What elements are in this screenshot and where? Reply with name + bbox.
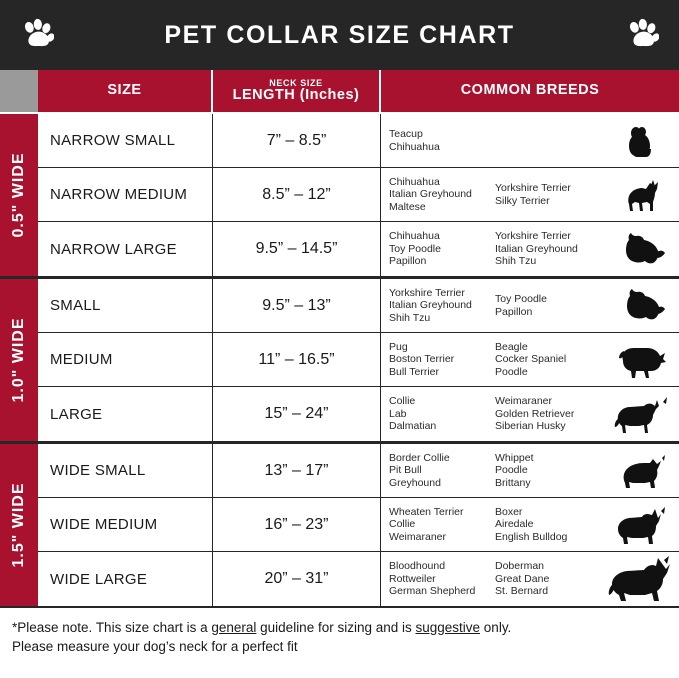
breed-name: Silky Terrier <box>495 194 550 207</box>
table-row <box>38 333 679 387</box>
breed-name: Great Dane <box>495 572 550 585</box>
table-body <box>0 114 679 608</box>
width-group <box>0 444 679 608</box>
group-label-text: 1.0" WIDE <box>10 317 27 403</box>
breed-list <box>389 176 495 214</box>
breed-list <box>389 341 495 379</box>
breed-list <box>389 452 495 490</box>
table-column-headers <box>0 70 679 114</box>
breed-name: Whippet <box>495 451 534 464</box>
dog-yorkie-icon <box>605 114 679 167</box>
footnote-text-c: only. <box>480 620 512 635</box>
width-group <box>0 114 679 279</box>
cell-size: NARROW MEDIUM <box>38 168 213 221</box>
breed-name: Bull Terrier <box>389 365 439 378</box>
footnote-underline-suggestive: suggestive <box>415 620 481 635</box>
breed-name: Weimaraner <box>495 395 552 408</box>
paw-icon <box>625 18 659 52</box>
breed-name: Maltese <box>389 200 426 213</box>
breed-name: Bloodhound <box>389 560 446 573</box>
breed-name: Weimaraner <box>389 530 446 543</box>
footnote-underline-general: general <box>211 620 257 635</box>
breed-name: Chihuahua <box>389 230 440 243</box>
width-group <box>0 279 679 444</box>
breed-name: Golden Retriever <box>495 407 575 420</box>
breed-name: Pug <box>389 340 408 353</box>
breed-name: Beagle <box>495 340 528 353</box>
breed-name: Papillon <box>389 255 427 268</box>
breed-name: Toy Poodle <box>495 293 547 305</box>
breed-name: Yorkshire Terrier <box>389 286 465 299</box>
breed-name: Siberian Husky <box>495 420 566 433</box>
cell-length: 15” – 24” <box>213 387 381 441</box>
breed-name: Cocker Spaniel <box>495 353 567 366</box>
breed-name: Yorkshire Terrier <box>495 182 571 194</box>
cell-size: WIDE LARGE <box>38 552 213 606</box>
table-row <box>38 498 679 552</box>
cell-size: LARGE <box>38 387 213 441</box>
breed-name: Shih Tzu <box>389 311 431 324</box>
breed-name: Chihuahua <box>389 140 440 153</box>
breed-list <box>495 182 605 207</box>
breed-name: St. Bernard <box>495 585 549 598</box>
footnote-text-b: guideline for sizing and is <box>256 620 416 635</box>
breed-name: Wheaten Terrier <box>389 505 464 518</box>
table-row <box>38 279 679 333</box>
cell-length: 16” – 23” <box>213 498 381 551</box>
cell-breeds <box>381 168 679 221</box>
group-label-text: 1.5" WIDE <box>10 482 27 568</box>
breed-list <box>389 506 495 544</box>
breed-name: German Shepherd <box>389 585 476 598</box>
corner-cell <box>0 70 38 112</box>
breed-name: Italian Greyhound <box>389 188 472 201</box>
breed-list <box>495 230 605 268</box>
breed-name: Border Collie <box>389 451 450 464</box>
breed-name: Boston Terrier <box>389 353 455 366</box>
breed-name: Brittany <box>495 476 531 489</box>
dog-boxer-icon <box>605 498 679 551</box>
dog-beagle-icon <box>605 333 679 386</box>
cell-breeds <box>381 114 679 167</box>
breed-name: Dalmatian <box>389 420 437 433</box>
breed-list <box>389 287 495 325</box>
breed-name: Collie <box>389 395 416 408</box>
cell-size: WIDE MEDIUM <box>38 498 213 551</box>
breed-name: Toy Poodle <box>389 242 441 255</box>
breed-name: Yorkshire Terrier <box>495 230 571 243</box>
group-label <box>0 279 38 441</box>
breed-name: Papillon <box>495 305 533 318</box>
cell-length: 11” – 16.5” <box>213 333 381 386</box>
cell-breeds <box>381 387 679 441</box>
footnote-text-a: *Please note. This size chart is a <box>12 620 212 635</box>
breed-list <box>495 293 605 318</box>
page-title: PET COLLAR SIZE CHART <box>164 20 515 49</box>
column-header-length-main: LENGTH (Inches) <box>232 86 360 103</box>
breed-name: Boxer <box>495 505 523 518</box>
dog-shihtzu-icon <box>605 279 679 332</box>
group-label-text: 0.5" WIDE <box>10 152 27 238</box>
cell-length: 7” – 8.5” <box>213 114 381 167</box>
column-header-size: SIZE <box>38 70 213 112</box>
breed-name: Italian Greyhound <box>389 299 472 312</box>
cell-size: NARROW SMALL <box>38 114 213 167</box>
cell-breeds <box>381 222 679 276</box>
cell-length: 13” – 17” <box>213 444 381 497</box>
breed-name: English Bulldog <box>495 530 568 543</box>
breed-name: Chihuahua <box>389 175 440 188</box>
breed-name: Collie <box>389 518 416 531</box>
cell-breeds <box>381 444 679 497</box>
breed-name: Shih Tzu <box>495 255 537 268</box>
cell-size: NARROW LARGE <box>38 222 213 276</box>
table-row <box>38 168 679 222</box>
table-row <box>38 552 679 606</box>
footnote-line-2: Please measure your dog’s neck for a perfect fit <box>12 639 298 654</box>
breed-name: Poodle <box>495 365 528 378</box>
breed-name: Pit Bull <box>389 464 422 477</box>
group-label <box>0 114 38 276</box>
dog-pomeranian-icon <box>605 222 679 276</box>
cell-size: SMALL <box>38 279 213 332</box>
cell-length: 9.5” – 14.5” <box>213 222 381 276</box>
cell-length: 8.5” – 12” <box>213 168 381 221</box>
group-rows <box>38 444 679 606</box>
breed-list <box>389 230 495 268</box>
breed-name: Airedale <box>495 518 534 531</box>
dog-doberman-icon <box>605 552 679 606</box>
breed-list <box>495 560 605 598</box>
breed-name: Rottweiler <box>389 572 436 585</box>
breed-list <box>389 128 495 153</box>
cell-length: 9.5” – 13” <box>213 279 381 332</box>
breed-name: Italian Greyhound <box>495 242 578 255</box>
cell-breeds <box>381 498 679 551</box>
breed-list <box>389 395 495 433</box>
breed-name: Doberman <box>495 560 545 573</box>
table-row <box>38 387 679 441</box>
dog-pitbull-icon <box>605 444 679 497</box>
dog-chihuahua-icon <box>605 168 679 221</box>
footnote-line-1 <box>12 618 667 637</box>
column-header-length <box>213 70 381 112</box>
group-label <box>0 444 38 606</box>
breed-list <box>495 506 605 544</box>
column-header-breeds: COMMON BREEDS <box>460 82 600 99</box>
breed-list <box>495 395 605 433</box>
breed-list <box>389 560 495 598</box>
breed-name: Lab <box>389 407 407 420</box>
table-row <box>38 114 679 168</box>
column-header-length-sup: NECK SIZE <box>269 78 323 89</box>
breed-list <box>495 452 605 490</box>
cell-length: 20” – 31” <box>213 552 381 606</box>
paw-icon <box>20 18 54 52</box>
cell-size: MEDIUM <box>38 333 213 386</box>
table-row <box>38 222 679 276</box>
cell-breeds <box>381 279 679 332</box>
cell-breeds <box>381 333 679 386</box>
dog-retriever-icon <box>605 387 679 441</box>
cell-breeds <box>381 552 679 606</box>
group-rows <box>38 279 679 441</box>
cell-size: WIDE SMALL <box>38 444 213 497</box>
breed-name: Teacup <box>389 128 423 140</box>
breed-name: Poodle <box>495 464 528 477</box>
footnote <box>0 608 679 656</box>
table-row <box>38 444 679 498</box>
chart-header <box>0 0 679 70</box>
breed-list <box>495 341 605 379</box>
breed-name: Greyhound <box>389 476 441 489</box>
group-rows <box>38 114 679 276</box>
